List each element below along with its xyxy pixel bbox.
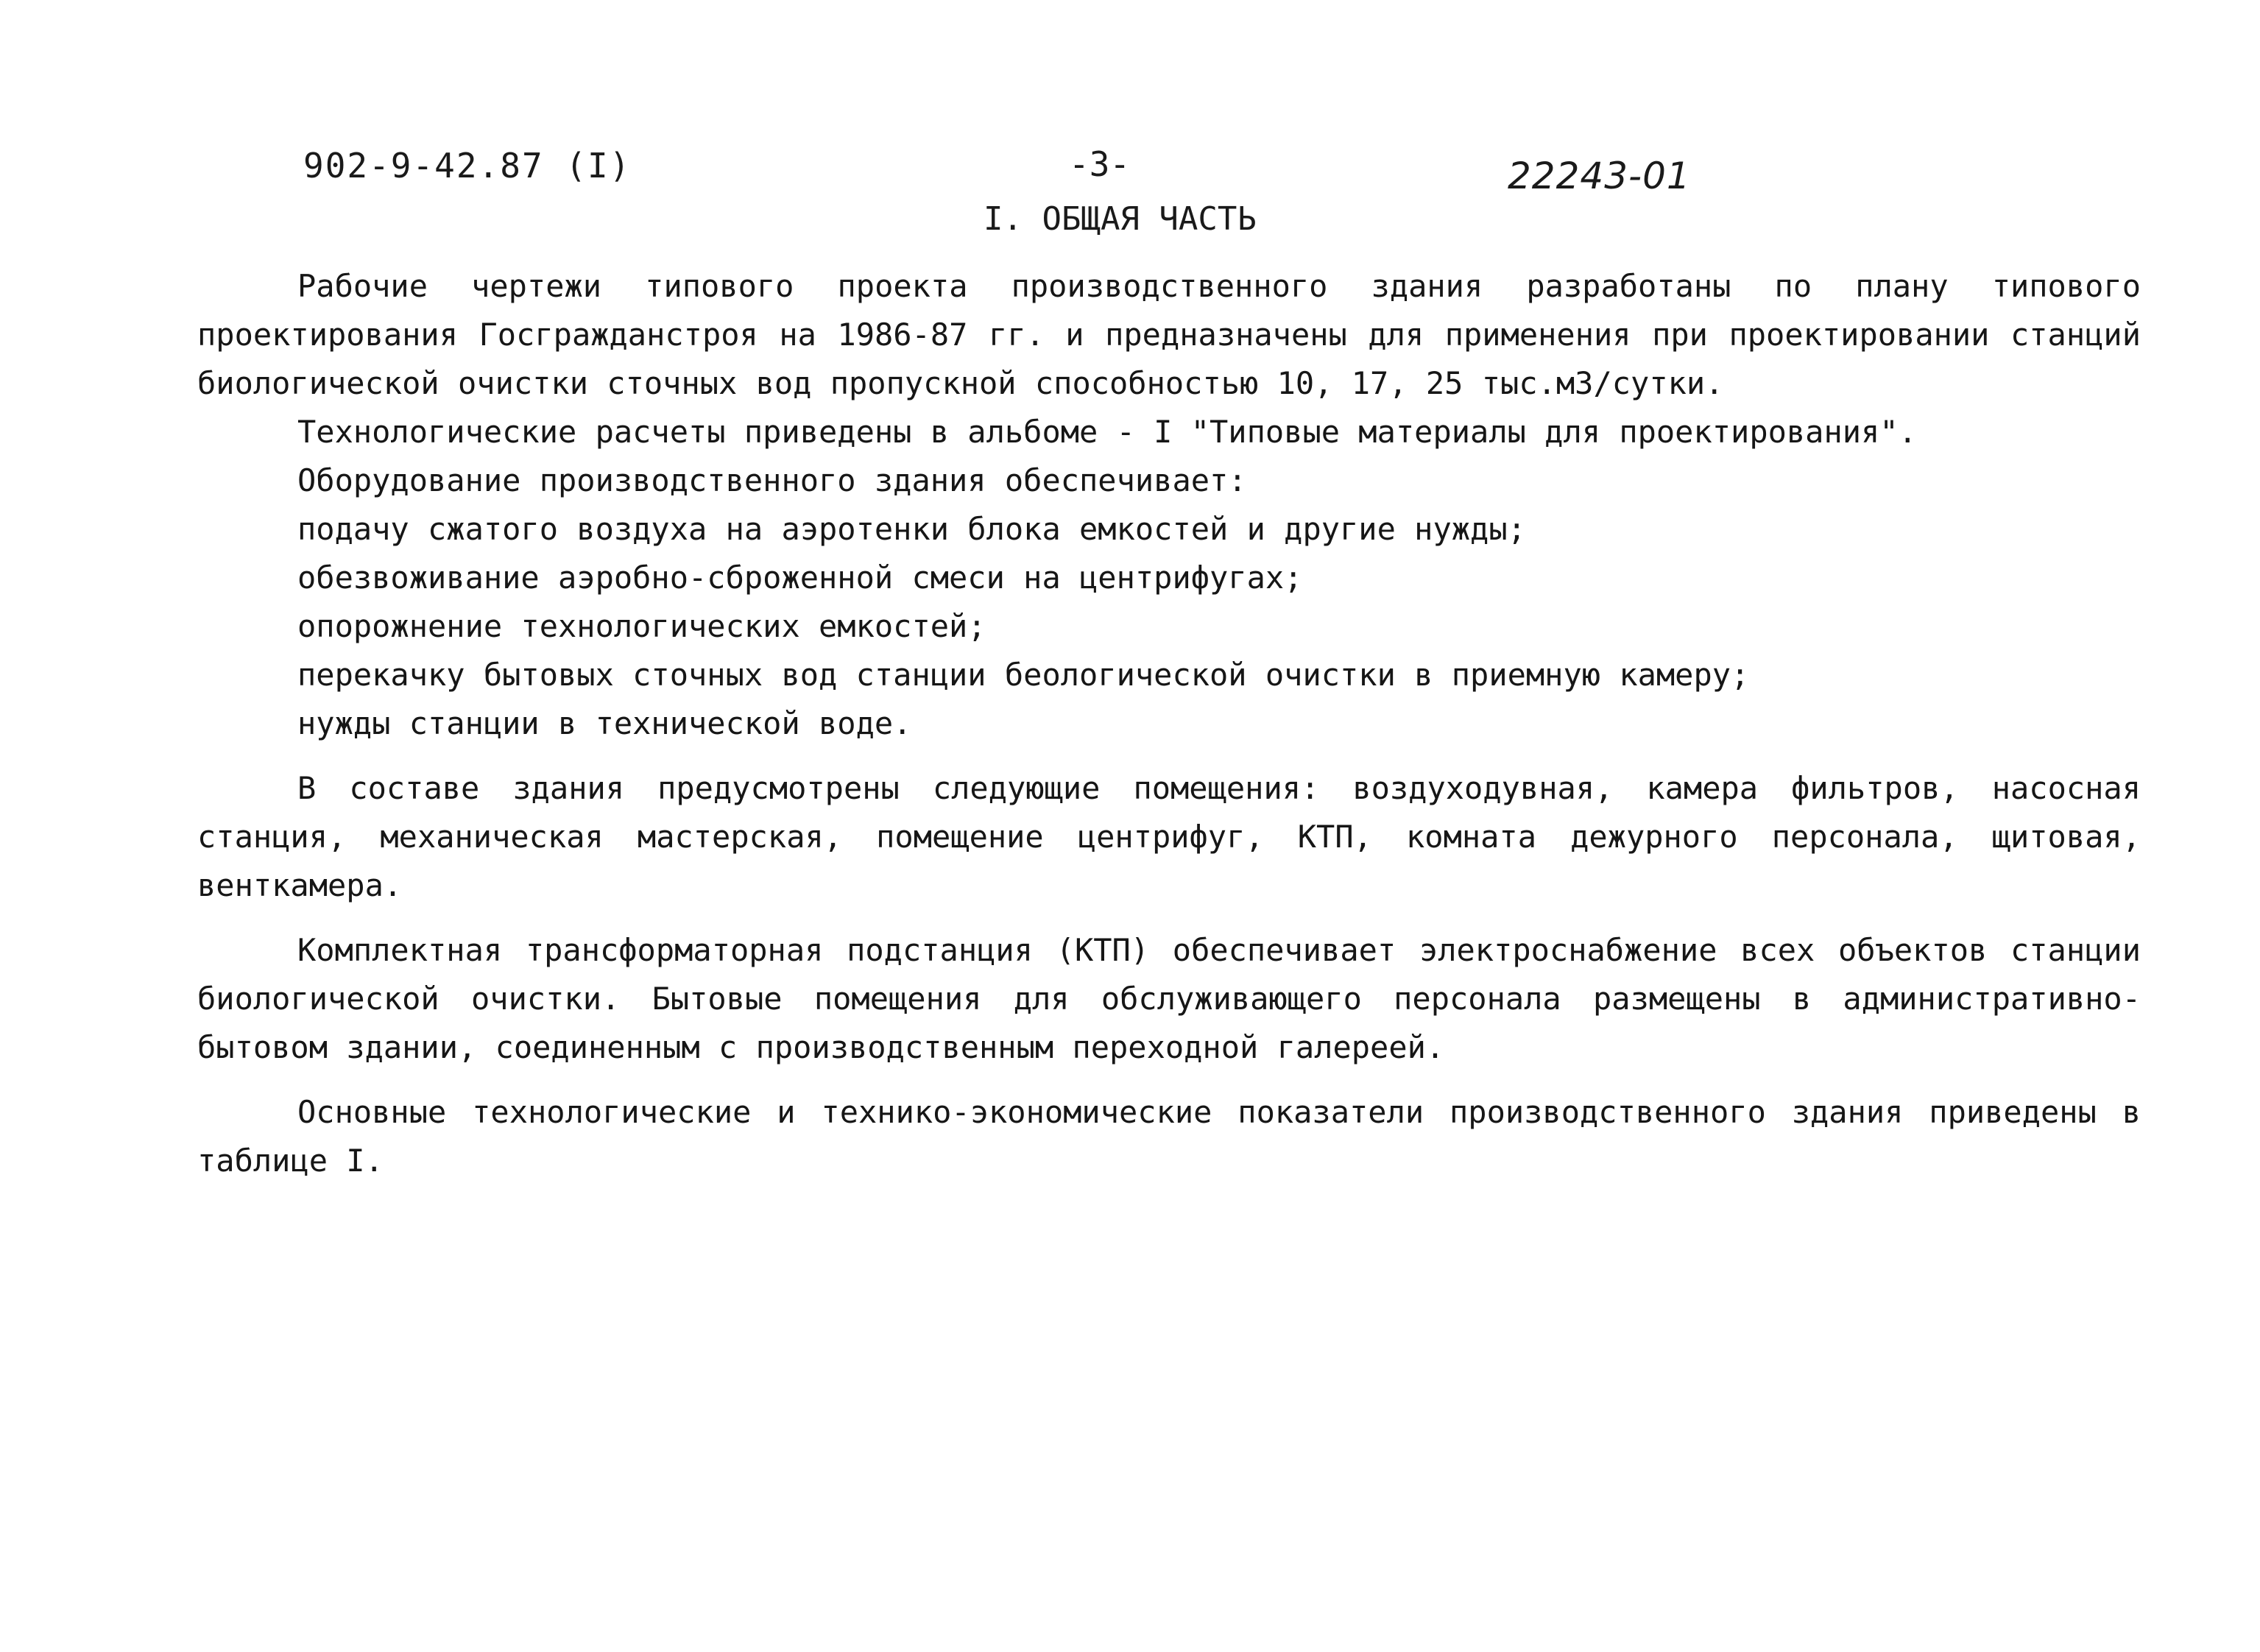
section-title: I. ОБЩАЯ ЧАСТЬ: [984, 200, 1257, 238]
paragraph-substation: Комплектная трансформаторная подстанция (КТП) обеспечивает электроснабжение всех объектов станции биологической очистки. Бытовые помещения для обслуживающего персонала размещены в административно-бытовом здании, соединенным с производственным переходной галереей.: [197, 932, 2141, 1065]
list-item: обезвоживание аэробно-сброженной смеси на центрифугах;: [297, 560, 1303, 596]
paragraph-purpose: Рабочие чертежи типового проекта производственного здания разработаны по плану типового проектирования Госгражданстроя на 1986-87 гг. и предназначены для применения при проектировании станций биологической очистки сточных вод пропускной способностью 10, 17, 25 тыс.м3/сутки.: [197, 268, 2141, 401]
document-body: [197, 262, 2141, 1185]
document-code: 902-9-42.87 (I): [303, 146, 632, 186]
paragraph-equipment-intro: Оборудование производственного здания обеспечивает:: [297, 462, 1247, 498]
paragraph-calculations: Технологические расчеты приведены в альбоме - I "Типовые материалы для проектирования".: [297, 414, 1917, 450]
list-item: опорожнение технологических емкостей;: [297, 608, 986, 644]
list-item: нужды станции в технической воде.: [297, 705, 912, 741]
list-item: подачу сжатого воздуха на аэротенки блока емкостей и другие нужды;: [297, 511, 1526, 547]
paragraph-rooms: В составе здания предусмотрены следующие помещения: воздуходувная, камера фильтров, насосная станция, механическая мастерская, помещение центрифуг, КТП, комната дежурного персонала, щитовая, венткамера.: [197, 770, 2141, 903]
page-number: -3-: [1069, 144, 1131, 184]
paragraph-indicators: Основные технологические и технико-экономические показатели производственного здания приведены в таблице I.: [197, 1094, 2141, 1179]
list-item: перекачку бытовых сточных вод станции беологической очистки в приемную камеру;: [297, 657, 1750, 693]
archive-number: 22243-01: [1508, 155, 1691, 197]
